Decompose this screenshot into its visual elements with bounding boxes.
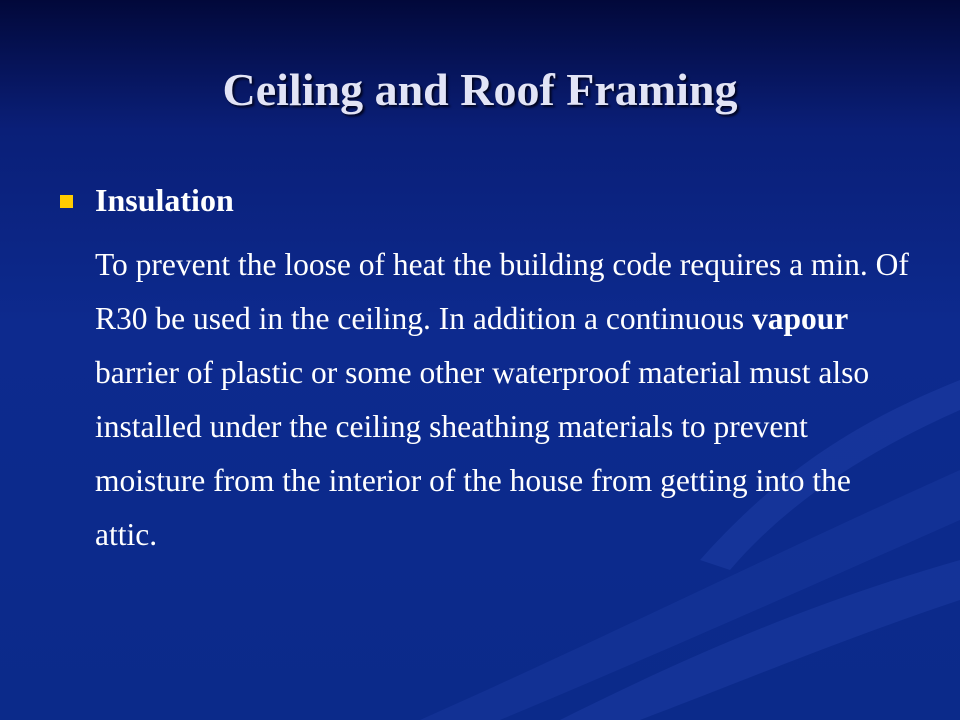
bullet-label: Insulation xyxy=(95,181,234,218)
body-paragraph xyxy=(95,238,915,562)
body-emphasis: vapour xyxy=(752,301,849,336)
bullet-item xyxy=(60,178,234,222)
square-bullet-icon xyxy=(60,195,73,208)
body-text-part1: To prevent the loose of heat the building code requires a min. Of R30 be used in the ceiling. In addition a continuous xyxy=(95,247,909,336)
slide-title: Ceiling and Roof Framing xyxy=(222,64,738,115)
body-text-part2: barrier of plastic or some other waterproof material must also installed under the ceiling sheathing materials to prevent moisture from the interior of the house from getting into the attic. xyxy=(95,355,870,552)
